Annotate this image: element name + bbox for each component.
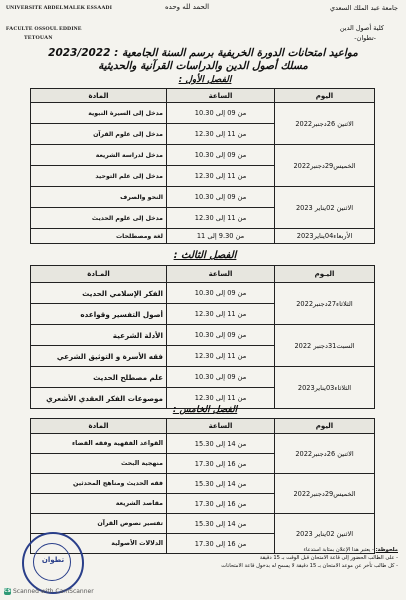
table-row xyxy=(31,145,375,166)
city-name-ar: -تطوان- xyxy=(354,34,376,42)
subject-cell: تفسير نصوص القرآن xyxy=(31,514,167,534)
table-row xyxy=(31,367,375,388)
scanner-text: Scanned with CamScanner xyxy=(13,588,94,595)
day-cell: الاثنين 26دجنبر2022 xyxy=(275,103,375,145)
subject-cell: أصول التفسير وقواعده xyxy=(31,304,167,325)
day-cell: الخميس29دجنبر2022 xyxy=(275,145,375,187)
subject-cell: الأدلة الشرعية xyxy=(31,325,167,346)
time-cell: من 14 إلى 15.30 xyxy=(167,514,275,534)
subject-cell: الدلالات الأصولية xyxy=(31,534,167,554)
scanner-watermark xyxy=(4,588,94,595)
time-cell: من 9.30 إلى 11 xyxy=(167,229,275,244)
day-cell: الاثنين 02يناير 2023 xyxy=(275,187,375,229)
subject-cell: منهجية البحث xyxy=(31,454,167,474)
note-line-2: - على الطالب الحضور إلى قاعة الامتحان قبل الوقت بـ 15 دقيقة xyxy=(259,555,398,561)
stamp-text: تطوان xyxy=(41,556,65,564)
subject-cell: مدخل لدراسة الشريعة xyxy=(31,145,167,166)
semester1-title: الفصل الأول : xyxy=(178,75,232,85)
time-cell: من 09 إلى 10.30 xyxy=(167,103,275,124)
table-row xyxy=(31,103,375,124)
time-cell: من 09 إلى 10.30 xyxy=(167,325,275,346)
page-title: مواعيد امتحانات الدورة الخريفية برسم السنة الجامعية : 2023/2022 xyxy=(48,47,358,59)
subject-cell: القواعد الفقهية وفقه القضاء xyxy=(31,434,167,454)
table-row xyxy=(31,187,375,208)
time-cell: من 09 إلى 10.30 xyxy=(167,187,275,208)
time-cell: من 14 إلى 15.30 xyxy=(167,474,275,494)
subject-cell: لغة ومصطلحات xyxy=(31,229,167,244)
header-time: الساعة xyxy=(167,89,275,103)
header-subject: المـادة xyxy=(31,266,167,283)
page-subtitle: مسلك أصول الدين والدراسات القرآنية والحديثية xyxy=(98,60,308,72)
time-cell: من 09 إلى 10.30 xyxy=(167,145,275,166)
semester5-table xyxy=(30,418,375,554)
time-cell: من 11 إلى 12.30 xyxy=(167,388,275,409)
university-name-fr: UNIVERSITE ABDELMALEK ESSAADI xyxy=(6,5,113,11)
day-cell: الثلاثاء27دجنبر2022 xyxy=(275,283,375,325)
notes-label: ملحوظة: xyxy=(375,547,398,553)
subject-cell: علم مصطلح الحديث xyxy=(31,367,167,388)
time-cell: من 11 إلى 12.30 xyxy=(167,166,275,187)
subject-cell: مدخل إلى علوم الحديث xyxy=(31,208,167,229)
header-time: الساعة xyxy=(167,419,275,434)
time-cell: من 16 إلى 17.30 xyxy=(167,494,275,514)
semester1-table xyxy=(30,88,375,244)
table-row xyxy=(31,514,375,534)
note-line-1: - يعتبر هذا الإعلان بمثابة استدعاء xyxy=(303,547,374,553)
faculty-name-ar: كلية أصول الدين xyxy=(339,24,384,32)
day-cell: السبت31دجنبر 2022 xyxy=(275,325,375,367)
day-cell: الأربعاء04يناير2023 xyxy=(275,229,375,244)
day-cell: الثلاثاء03يناير2023 xyxy=(275,367,375,409)
header-time: الساعة xyxy=(167,266,275,283)
time-cell: من 11 إلى 12.30 xyxy=(167,346,275,367)
table-row xyxy=(31,474,375,494)
day-cell: الخميس29دجنبر2022 xyxy=(275,474,375,514)
notes-block xyxy=(128,546,398,570)
subject-cell: مقاصد الشريعة xyxy=(31,494,167,514)
semester5-title: الفصل الخامس : xyxy=(172,405,238,415)
table-row xyxy=(31,229,375,244)
subject-cell: فقه الأسرة و التوثيق الشرعي xyxy=(31,346,167,367)
time-cell: من 09 إلى 10.30 xyxy=(167,283,275,304)
subject-cell: مدخل إلى علوم القرآن xyxy=(31,124,167,145)
time-cell: من 09 إلى 10.30 xyxy=(167,367,275,388)
semester3-table xyxy=(30,265,375,409)
time-cell: من 16 إلى 17.30 xyxy=(167,454,275,474)
subject-cell: موصوعات الفكر العقدي الأشعري xyxy=(31,388,167,409)
time-cell: من 11 إلى 12.30 xyxy=(167,124,275,145)
header-day: اليوم xyxy=(275,419,375,434)
header-day: اليوم xyxy=(275,89,375,103)
note-line-3: - كل طالب تأخر عن موعد الامتحان بـ 15 دقيقة لا يسمح له بدخول قاعة الامتحانات xyxy=(221,563,398,569)
subject-cell: الفكر الإسلامي الحديث xyxy=(31,283,167,304)
city-name-fr: TETOUAN xyxy=(24,35,53,41)
subject-cell: مدخل إلى علم التوحيد xyxy=(31,166,167,187)
camscanner-icon: CS xyxy=(4,589,11,594)
basmala-hamd: الحمد لله وحده xyxy=(165,3,210,11)
time-cell: من 16 إلى 17.30 xyxy=(167,534,275,554)
faculty-name-fr: FACULTE OSSOUL EDDINE xyxy=(6,26,82,32)
university-name-ar: جامعة عبد الملك السعدي xyxy=(330,4,398,12)
time-cell: من 11 إلى 12.30 xyxy=(167,304,275,325)
header-day: اليـوم xyxy=(275,266,375,283)
day-cell: الاثنين 02يناير 2023 xyxy=(275,514,375,554)
semester3-title: الفصل الثالث : xyxy=(173,250,237,261)
time-cell: من 11 إلى 12.30 xyxy=(167,208,275,229)
subject-cell: مدخل إلى السيرة النبوية xyxy=(31,103,167,124)
day-cell: الاثنين 26دجنبر2022 xyxy=(275,434,375,474)
subject-cell: النحو والصرف xyxy=(31,187,167,208)
table-row xyxy=(31,434,375,454)
table-row xyxy=(31,325,375,346)
table-row xyxy=(31,283,375,304)
header-subject: المادة xyxy=(31,89,167,103)
time-cell: من 14 إلى 15.30 xyxy=(167,434,275,454)
subject-cell: فقه الحديث ومناهج المحدثين xyxy=(31,474,167,494)
header-subject: المادة xyxy=(31,419,167,434)
official-stamp xyxy=(22,532,84,594)
